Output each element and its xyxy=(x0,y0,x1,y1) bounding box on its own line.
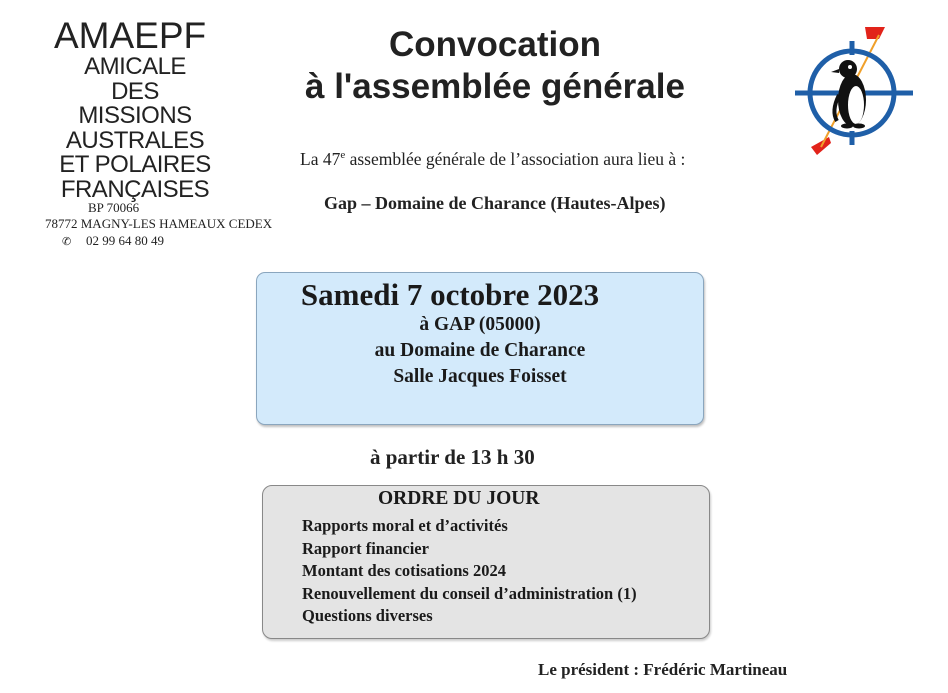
event-city: à GAP (05000) xyxy=(419,314,541,335)
agenda-item: Rapports moral et d’activités xyxy=(302,516,508,535)
address-phone xyxy=(62,233,164,250)
phone-number: 02 99 64 80 49 xyxy=(86,233,164,248)
agenda-list xyxy=(302,515,637,628)
start-time: à partir de 13 h 30 xyxy=(370,445,535,469)
intro-text xyxy=(300,149,685,170)
penguin-emblem-icon xyxy=(795,25,913,157)
agenda-item: Rapport financier xyxy=(302,538,429,558)
intro-ordinal-suffix: e xyxy=(340,149,346,162)
title-line-2: à l'assemblée générale xyxy=(305,67,685,106)
agenda-item: Questions diverses xyxy=(302,606,433,625)
event-venue: au Domaine de Charance xyxy=(374,340,586,361)
agenda-item: Montant des cotisations 2024 xyxy=(302,561,506,580)
title-line-1: Convocation xyxy=(389,25,601,64)
phone-icon: ✆ xyxy=(62,236,72,248)
organization-name-line: DES MISSIONS xyxy=(78,77,192,129)
event-details-box xyxy=(256,272,704,425)
organization-name xyxy=(52,55,218,202)
agenda-title: ORDRE DU JOUR xyxy=(378,488,540,509)
organization-acronym: AMAEPF xyxy=(54,15,207,56)
address-po-box: BP 70066 xyxy=(88,200,140,215)
event-room: Salle Jacques Foisset xyxy=(393,366,567,387)
address-city: 78772 MAGNY-LES HAMEAUX CEDEX xyxy=(45,216,273,231)
event-date: Samedi 7 octobre 2023 xyxy=(300,277,600,312)
intro-text-before: La 47 xyxy=(300,149,341,169)
organization-name-line: FRANÇAISES xyxy=(60,175,210,203)
meeting-location: Gap – Domaine de Charance (Hautes-Alpes) xyxy=(324,193,666,213)
intro-text-after: assemblée générale de l’association aura lieu à : xyxy=(345,149,686,169)
agenda-item: Renouvellement du conseil d’administration (1) xyxy=(302,583,637,603)
page-title xyxy=(260,24,730,108)
organization-name-line: ET POLAIRES xyxy=(59,151,211,178)
agenda-box xyxy=(262,485,710,639)
organization-name-line: AUSTRALES xyxy=(65,126,205,154)
organization-name-line: AMICALE xyxy=(84,53,186,80)
president-signature: Le président : Frédéric Martineau xyxy=(538,660,788,679)
